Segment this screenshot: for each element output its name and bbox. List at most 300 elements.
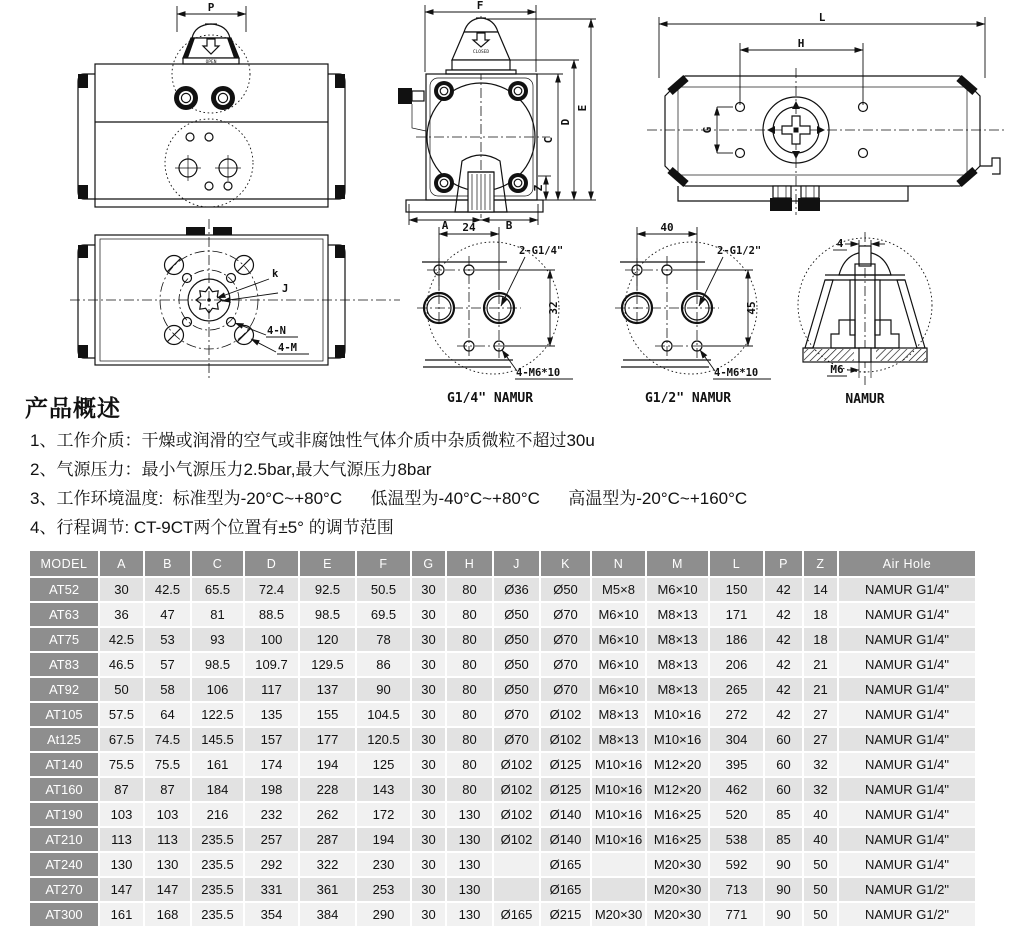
- value-cell: [494, 878, 539, 901]
- value-cell: 150: [710, 578, 763, 601]
- value-cell: 42: [765, 628, 802, 651]
- value-cell: Ø70: [541, 628, 590, 651]
- model-cell: AT210: [30, 828, 98, 851]
- value-cell: 64: [145, 703, 190, 726]
- product-overview-section: [30, 426, 990, 542]
- value-cell: 87: [100, 778, 143, 801]
- dim-h-label: H: [797, 37, 805, 50]
- value-cell: [494, 853, 539, 876]
- value-cell: 42: [765, 703, 802, 726]
- table-row: [30, 903, 975, 926]
- value-cell: M6×10: [647, 578, 708, 601]
- value-cell: M20×30: [647, 878, 708, 901]
- value-cell: Ø102: [494, 828, 539, 851]
- value-cell: 42: [765, 678, 802, 701]
- model-cell: AT140: [30, 753, 98, 776]
- value-cell: 771: [710, 903, 763, 926]
- value-cell: NAMUR G1/4": [839, 853, 975, 876]
- spec-table-head-row: [30, 551, 975, 576]
- value-cell: 130: [145, 853, 190, 876]
- value-cell: 40: [804, 828, 837, 851]
- value-cell: 103: [100, 803, 143, 826]
- value-cell: 88.5: [245, 603, 298, 626]
- value-cell: 80: [447, 753, 492, 776]
- value-cell: 80: [447, 703, 492, 726]
- value-cell: 80: [447, 678, 492, 701]
- value-cell: 155: [300, 703, 355, 726]
- value-cell: Ø125: [541, 778, 590, 801]
- position-indicator-cap: [183, 24, 239, 65]
- value-cell: M5×8: [592, 578, 645, 601]
- value-cell: 235.5: [192, 828, 243, 851]
- model-cell: AT92: [30, 678, 98, 701]
- value-cell: Ø50: [494, 603, 539, 626]
- model-cell: AT105: [30, 703, 98, 726]
- value-cell: Ø102: [541, 728, 590, 751]
- value-cell: 361: [300, 878, 355, 901]
- value-cell: [592, 853, 645, 876]
- model-cell: AT63: [30, 603, 98, 626]
- value-cell: 30: [412, 778, 445, 801]
- value-cell: 130: [447, 878, 492, 901]
- label-k: k: [272, 268, 279, 280]
- value-cell: 135: [245, 703, 298, 726]
- value-cell: M20×30: [647, 903, 708, 926]
- value-cell: 32: [804, 753, 837, 776]
- model-cell: AT83: [30, 653, 98, 676]
- value-cell: 40: [804, 803, 837, 826]
- value-cell: M8×13: [647, 653, 708, 676]
- value-cell: 30: [412, 728, 445, 751]
- label-j: J: [282, 283, 289, 295]
- value-cell: 30: [412, 828, 445, 851]
- value-cell: 129.5: [300, 653, 355, 676]
- column-header: D: [245, 551, 298, 576]
- table-row: [30, 653, 975, 676]
- value-cell: 290: [357, 903, 410, 926]
- value-cell: Ø50: [494, 678, 539, 701]
- column-header: P: [765, 551, 802, 576]
- value-cell: 42.5: [145, 578, 190, 601]
- value-cell: Ø50: [494, 653, 539, 676]
- value-cell: 90: [765, 878, 802, 901]
- value-cell: M20×30: [592, 903, 645, 926]
- value-cell: 14: [804, 578, 837, 601]
- value-cell: Ø215: [541, 903, 590, 926]
- value-cell: 85: [765, 828, 802, 851]
- value-cell: 130: [447, 828, 492, 851]
- column-header: MODEL: [30, 551, 98, 576]
- value-cell: 53: [145, 628, 190, 651]
- table-row: [30, 728, 975, 751]
- value-cell: 60: [765, 728, 802, 751]
- value-cell: 65.5: [192, 578, 243, 601]
- dim-45-label: 45: [745, 301, 758, 315]
- dim-4-label: 4: [836, 237, 844, 250]
- value-cell: NAMUR G1/4": [839, 628, 975, 651]
- value-cell: 21: [804, 678, 837, 701]
- table-row: [30, 753, 975, 776]
- value-cell: 50: [100, 678, 143, 701]
- value-cell: M20×30: [647, 853, 708, 876]
- value-cell: 171: [710, 603, 763, 626]
- dim-f-label: F: [476, 0, 484, 12]
- value-cell: Ø70: [494, 703, 539, 726]
- value-cell: 92.5: [300, 578, 355, 601]
- callout-labels: [217, 268, 309, 354]
- value-cell: 50: [804, 878, 837, 901]
- value-cell: 125: [357, 753, 410, 776]
- value-cell: 85: [765, 803, 802, 826]
- value-cell: 80: [447, 778, 492, 801]
- mounting-hole-detail: [165, 119, 253, 207]
- drawing-namur-g12: [593, 220, 793, 410]
- value-cell: 27: [804, 703, 837, 726]
- column-header: A: [100, 551, 143, 576]
- value-cell: Ø102: [494, 753, 539, 776]
- value-cell: Ø165: [541, 853, 590, 876]
- value-cell: Ø140: [541, 828, 590, 851]
- column-header: H: [447, 551, 492, 576]
- dim-d-label: D: [559, 118, 572, 126]
- value-cell: 50.5: [357, 578, 410, 601]
- value-cell: M12×20: [647, 753, 708, 776]
- value-cell: 30: [412, 603, 445, 626]
- value-cell: 168: [145, 903, 190, 926]
- value-cell: Ø70: [541, 678, 590, 701]
- value-cell: 147: [145, 878, 190, 901]
- value-cell: Ø50: [494, 628, 539, 651]
- value-cell: 30: [100, 578, 143, 601]
- value-cell: M10×16: [592, 803, 645, 826]
- value-cell: 113: [145, 828, 190, 851]
- section-heading: 产品概述: [25, 395, 121, 421]
- drawing-front-view: [70, 2, 400, 213]
- model-cell: AT240: [30, 853, 98, 876]
- value-cell: NAMUR G1/4": [839, 678, 975, 701]
- column-header: B: [145, 551, 190, 576]
- table-row: [30, 803, 975, 826]
- value-cell: M6×10: [592, 628, 645, 651]
- column-header: Z: [804, 551, 837, 576]
- value-cell: 228: [300, 778, 355, 801]
- value-cell: 106: [192, 678, 243, 701]
- m6-thread: [827, 362, 871, 378]
- value-cell: M10×16: [592, 778, 645, 801]
- value-cell: M16×25: [647, 828, 708, 851]
- value-cell: 78: [357, 628, 410, 651]
- caption-g14-namur: G1/4" NAMUR: [446, 391, 534, 406]
- value-cell: Ø165: [541, 878, 590, 901]
- value-cell: 30: [412, 578, 445, 601]
- value-cell: 30: [412, 878, 445, 901]
- caption-namur: NAMUR: [845, 392, 885, 407]
- open-label: OPEN: [205, 60, 217, 65]
- dim-l-label: L: [818, 11, 826, 24]
- value-cell: 287: [300, 828, 355, 851]
- value-cell: 27: [804, 728, 837, 751]
- drawing-side-view: [388, 0, 613, 230]
- model-cell: AT52: [30, 578, 98, 601]
- column-header: E: [300, 551, 355, 576]
- model-cell: AT75: [30, 628, 98, 651]
- value-cell: [592, 878, 645, 901]
- table-row: [30, 853, 975, 876]
- model-cell: At125: [30, 728, 98, 751]
- table-row: [30, 603, 975, 626]
- table-row: [30, 578, 975, 601]
- value-cell: 117: [245, 678, 298, 701]
- value-cell: 30: [412, 903, 445, 926]
- value-cell: 90: [357, 678, 410, 701]
- spec-table-body: [30, 578, 975, 926]
- value-cell: Ø70: [541, 653, 590, 676]
- overview-item-2: 2、气源压力：最小气源压力2.5bar,最大气源压力8bar: [30, 460, 432, 479]
- value-cell: 90: [765, 903, 802, 926]
- value-cell: NAMUR G1/2": [839, 878, 975, 901]
- value-cell: M8×13: [647, 628, 708, 651]
- value-cell: 206: [710, 653, 763, 676]
- dim-b-label: B: [505, 219, 513, 230]
- value-cell: M8×13: [592, 703, 645, 726]
- value-cell: 72.4: [245, 578, 298, 601]
- value-cell: 538: [710, 828, 763, 851]
- dim-e-label: E: [576, 104, 589, 112]
- value-cell: 161: [192, 753, 243, 776]
- value-cell: M10×16: [647, 728, 708, 751]
- value-cell: 42: [765, 603, 802, 626]
- value-cell: 104.5: [357, 703, 410, 726]
- dim-g-label: G: [701, 126, 714, 134]
- model-cell: AT300: [30, 903, 98, 926]
- column-header: J: [494, 551, 539, 576]
- table-row: [30, 628, 975, 651]
- table-row: [30, 703, 975, 726]
- value-cell: 143: [357, 778, 410, 801]
- thread-m6-label: M6: [830, 363, 844, 376]
- value-cell: Ø140: [541, 803, 590, 826]
- value-cell: 384: [300, 903, 355, 926]
- value-cell: 304: [710, 728, 763, 751]
- overview-item-1: 1、工作介质：干燥或润滑的空气或非腐蚀性气体介质中杂质微粒不超过30u: [30, 431, 595, 450]
- column-header: Air Hole: [839, 551, 975, 576]
- value-cell: 232: [245, 803, 298, 826]
- value-cell: Ø102: [494, 778, 539, 801]
- value-cell: 194: [357, 828, 410, 851]
- column-header: K: [541, 551, 590, 576]
- value-cell: 177: [300, 728, 355, 751]
- value-cell: 292: [245, 853, 298, 876]
- value-cell: Ø70: [541, 603, 590, 626]
- value-cell: Ø70: [494, 728, 539, 751]
- value-cell: 120.5: [357, 728, 410, 751]
- value-cell: 235.5: [192, 878, 243, 901]
- value-cell: 18: [804, 603, 837, 626]
- value-cell: NAMUR G1/4": [839, 828, 975, 851]
- value-cell: 130: [447, 853, 492, 876]
- value-cell: 90: [765, 853, 802, 876]
- value-cell: 174: [245, 753, 298, 776]
- label-4m: 4-M: [278, 342, 297, 354]
- value-cell: 130: [447, 803, 492, 826]
- column-header: N: [592, 551, 645, 576]
- value-cell: 98.5: [300, 603, 355, 626]
- value-cell: NAMUR G1/4": [839, 803, 975, 826]
- value-cell: Ø102: [494, 803, 539, 826]
- value-cell: M12×20: [647, 778, 708, 801]
- value-cell: 86: [357, 653, 410, 676]
- value-cell: 60: [765, 778, 802, 801]
- drawing-namur-g14: [395, 220, 595, 410]
- value-cell: M6×10: [592, 653, 645, 676]
- dim-32-label: 32: [547, 301, 560, 315]
- table-row: [30, 678, 975, 701]
- value-cell: 80: [447, 578, 492, 601]
- model-cell: AT270: [30, 878, 98, 901]
- value-cell: M6×10: [592, 678, 645, 701]
- value-cell: 46.5: [100, 653, 143, 676]
- value-cell: 253: [357, 878, 410, 901]
- dim-p-label: P: [207, 2, 215, 14]
- value-cell: 50: [804, 903, 837, 926]
- value-cell: 235.5: [192, 903, 243, 926]
- model-cell: AT160: [30, 778, 98, 801]
- value-cell: Ø125: [541, 753, 590, 776]
- value-cell: 230: [357, 853, 410, 876]
- value-cell: 50: [804, 853, 837, 876]
- value-cell: NAMUR G1/4": [839, 753, 975, 776]
- value-cell: 47: [145, 603, 190, 626]
- value-cell: 184: [192, 778, 243, 801]
- value-cell: 113: [100, 828, 143, 851]
- value-cell: 592: [710, 853, 763, 876]
- value-cell: 122.5: [192, 703, 243, 726]
- overview-item-4: 4、行程调节: CT-9CT两个位置有±5° 的调节范围: [30, 518, 394, 537]
- value-cell: 18: [804, 628, 837, 651]
- value-cell: 80: [447, 603, 492, 626]
- value-cell: 130: [100, 853, 143, 876]
- value-cell: Ø50: [541, 578, 590, 601]
- value-cell: NAMUR G1/4": [839, 778, 975, 801]
- value-cell: 103: [145, 803, 190, 826]
- value-cell: 30: [412, 678, 445, 701]
- drawing-namur-section: [795, 220, 1010, 410]
- value-cell: 395: [710, 753, 763, 776]
- value-cell: 172: [357, 803, 410, 826]
- position-indicator-cap-side: [446, 18, 516, 74]
- dim-a-label: A: [441, 219, 449, 230]
- column-header: C: [192, 551, 243, 576]
- value-cell: M10×16: [592, 828, 645, 851]
- dim-z-label: Z: [532, 184, 545, 192]
- value-cell: Ø36: [494, 578, 539, 601]
- column-header: M: [647, 551, 708, 576]
- value-cell: 354: [245, 903, 298, 926]
- value-cell: 57: [145, 653, 190, 676]
- closed-label: CLOSED: [472, 50, 490, 55]
- value-cell: 93: [192, 628, 243, 651]
- column-header: L: [710, 551, 763, 576]
- value-cell: 42: [765, 578, 802, 601]
- table-row: [30, 878, 975, 901]
- value-cell: 235.5: [192, 853, 243, 876]
- port-size-label: 2-G1/2": [717, 245, 762, 257]
- bottom-fittings: [678, 158, 1000, 211]
- pinion-top: [763, 97, 829, 163]
- label-4n: 4-N: [267, 325, 286, 337]
- value-cell: NAMUR G1/4": [839, 578, 975, 601]
- value-cell: 265: [710, 678, 763, 701]
- value-cell: NAMUR G1/4": [839, 728, 975, 751]
- value-cell: Ø102: [541, 703, 590, 726]
- value-cell: 198: [245, 778, 298, 801]
- table-row: [30, 778, 975, 801]
- value-cell: 331: [245, 878, 298, 901]
- column-header: G: [412, 551, 445, 576]
- value-cell: 30: [412, 803, 445, 826]
- value-cell: 87: [145, 778, 190, 801]
- screw-size-label: 4-M6*10: [516, 367, 561, 379]
- value-cell: 21: [804, 653, 837, 676]
- value-cell: 75.5: [100, 753, 143, 776]
- table-row: [30, 828, 975, 851]
- value-cell: M8×13: [647, 678, 708, 701]
- value-cell: 157: [245, 728, 298, 751]
- air-ports: [174, 86, 235, 110]
- value-cell: 74.5: [145, 728, 190, 751]
- value-cell: 69.5: [357, 603, 410, 626]
- value-cell: 42.5: [100, 628, 143, 651]
- model-cell: AT190: [30, 803, 98, 826]
- drawing-top-view: [645, 8, 1010, 220]
- value-cell: 145.5: [192, 728, 243, 751]
- value-cell: M8×13: [592, 728, 645, 751]
- value-cell: 30: [412, 703, 445, 726]
- value-cell: 194: [300, 753, 355, 776]
- value-cell: 75.5: [145, 753, 190, 776]
- value-cell: 130: [447, 903, 492, 926]
- caption-g12-namur: G1/2" NAMUR: [644, 391, 732, 406]
- value-cell: 80: [447, 653, 492, 676]
- spec-table: [28, 549, 977, 928]
- solenoid-fitting: [398, 88, 426, 131]
- value-cell: M10×16: [647, 703, 708, 726]
- dim-40-label: 40: [660, 221, 674, 234]
- value-cell: 60: [765, 753, 802, 776]
- value-cell: 713: [710, 878, 763, 901]
- value-cell: 80: [447, 628, 492, 651]
- value-cell: NAMUR G1/4": [839, 653, 975, 676]
- value-cell: 161: [100, 903, 143, 926]
- value-cell: M8×13: [647, 603, 708, 626]
- value-cell: 30: [412, 753, 445, 776]
- value-cell: M16×25: [647, 803, 708, 826]
- value-cell: 30: [412, 853, 445, 876]
- port-size-label: 2-G1/4": [519, 245, 564, 257]
- value-cell: 100: [245, 628, 298, 651]
- actuator-body-front: [78, 64, 345, 207]
- value-cell: NAMUR G1/2": [839, 903, 975, 926]
- value-cell: 147: [100, 878, 143, 901]
- value-cell: 57.5: [100, 703, 143, 726]
- value-cell: 80: [447, 728, 492, 751]
- overview-item-3: 3、工作环境温度: 标准型为-20°C~+80°C 低温型为-40°C~+80°C 高温型为-20°C~+160°C: [30, 489, 748, 508]
- value-cell: 186: [710, 628, 763, 651]
- value-cell: Ø165: [494, 903, 539, 926]
- value-cell: 120: [300, 628, 355, 651]
- value-cell: NAMUR G1/4": [839, 703, 975, 726]
- dim-c-label: C: [542, 136, 555, 144]
